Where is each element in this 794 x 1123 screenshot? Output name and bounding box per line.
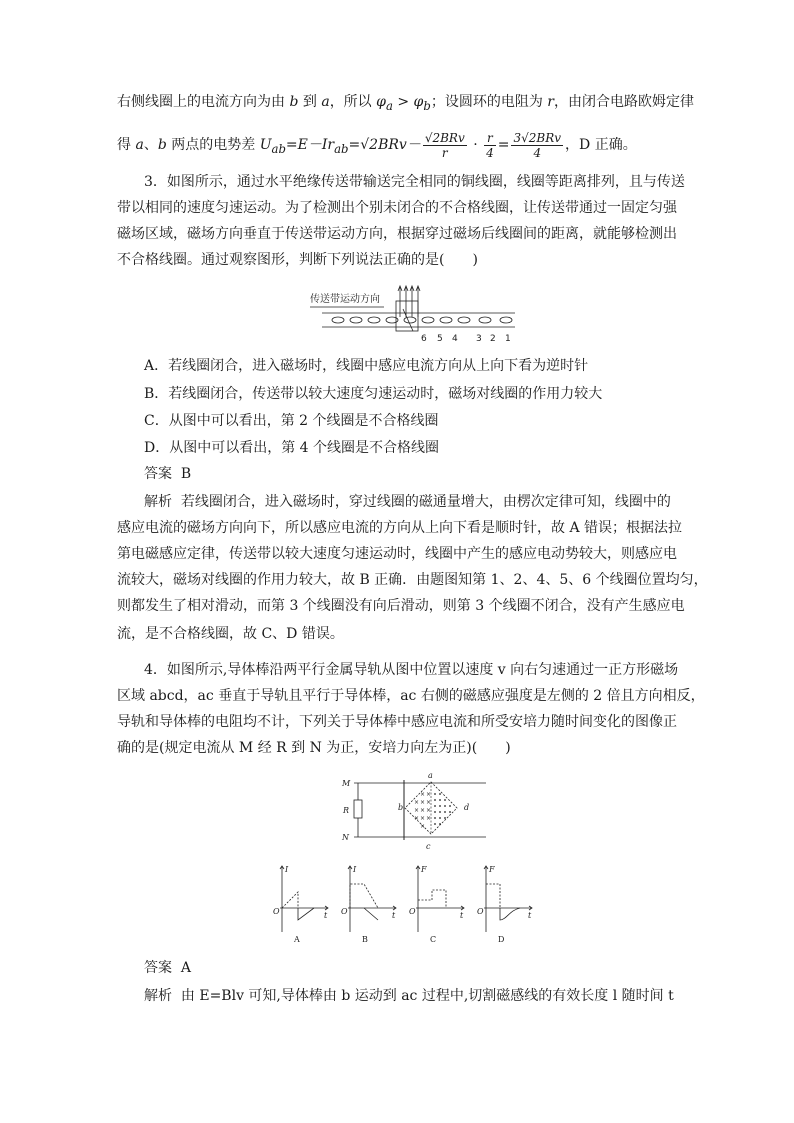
question-4-text: 导轨和导体棒的电阻均不计，下列关于导体棒中感应电流和所受安培力随时间变化的图像正 [117, 714, 677, 730]
graph-c [416, 866, 464, 932]
question-3-text: 磁场区域，磁场方向垂直于传送带运动方向，根据穿过磁场后线圈间的距离，就能够检测出 [117, 226, 677, 242]
text-run: =√2BRv－ [348, 137, 421, 153]
text-run: a [385, 98, 393, 113]
option-c: C．从图中可以看出，第 2 个线圈是不合格线圈 [144, 413, 439, 429]
answer-line [144, 464, 191, 484]
svg-text:×: × [420, 791, 426, 798]
graph-d-origin: O [477, 907, 484, 916]
analysis-text: 由 E=Blv 可知,导体棒由 b 运动到 ac 过程中,切割磁感线的有效长度 l 随时间 t [180, 988, 674, 1004]
analysis-text: 则都发生了相对滑动，而第 3 个线圈没有向后滑动，则第 3 个线圈不闭合，没有产生感应电 [117, 598, 685, 614]
text-run: U [259, 137, 272, 153]
question-3-text: 不合格线圈。通过观察图形，判断下列说法正确的是( ) [117, 252, 478, 268]
graph-d [484, 866, 532, 932]
text-run: 两点的电势差 [166, 137, 260, 153]
coil [350, 317, 362, 323]
text-run: r [547, 94, 554, 110]
fraction-denominator: r [441, 145, 448, 160]
text-run: φ [376, 94, 386, 110]
question-4-text: 4．如图所示,导体棒沿两平行金属导轨从图中位置以速度 v 向右匀速通过一正方形磁场 [144, 662, 679, 678]
svg-text:×: × [420, 823, 426, 830]
option-b: B．若线圈闭合，传送带以较大速度匀速运动时，磁场对线圈的作用力较大 [144, 386, 603, 402]
svg-text:×: × [426, 807, 432, 814]
analysis-label: 解析 [144, 494, 172, 510]
option-d: D．从图中可以看出，第 4 个线圈是不合格线圈 [144, 440, 440, 456]
label-m: M [342, 779, 351, 788]
coil-number-label: 6 [421, 334, 427, 344]
fraction-numerator: √2BRv [424, 130, 465, 145]
magnetic-field-region [396, 301, 418, 331]
svg-text:×: × [426, 799, 432, 806]
text-run: 到 [298, 94, 322, 110]
answer-line [144, 958, 191, 978]
question-4-text: 区域 abcd，ac 垂直于导轨且平行于导体棒，ac 右侧的磁感应强度是左侧的 2 倍且方向相反， [117, 688, 705, 704]
text-run: 、 [143, 137, 158, 153]
graph-a-caption: A [294, 935, 300, 944]
graph-a-y-label: I [285, 865, 289, 874]
fraction-numerator: 3√2BRv [513, 130, 562, 145]
text-run: · [468, 137, 483, 153]
fraction [484, 131, 496, 160]
text-run: a [135, 137, 144, 153]
text-run: b [157, 137, 167, 153]
graph-d-x-label: t [528, 911, 532, 920]
svg-text:×: × [414, 799, 420, 806]
graph-a [280, 866, 328, 932]
rail-circuit-figure [340, 772, 490, 852]
fraction-denominator: 4 [533, 145, 542, 160]
graph-c-x-label: t [460, 911, 464, 920]
question-3-text: 带以相同的速度匀速运动。为了检测出个别未闭合的不合格线圈，让传送带通过一固定匀强 [117, 200, 677, 216]
svg-text:×: × [414, 807, 420, 814]
svg-text:×: × [426, 791, 432, 798]
analysis-text: 若线圈闭合，进入磁场时，穿过线圈的磁通量增大，由楞次定律可知，线圈中的 [180, 494, 671, 510]
option-a: A．若线圈闭合，进入磁场时，线圈中感应电流方向从上向下看为逆时针 [144, 358, 589, 374]
svg-text:×: × [420, 807, 426, 814]
text-run: = [497, 137, 510, 153]
graph-b-origin: O [341, 907, 348, 916]
analysis-line [144, 492, 671, 512]
analysis-text: 流较大，磁场对线圈的作用力较大，故 B 正确．由题图知第 1、2、4、5、6 个线圈位置均匀， [117, 572, 708, 588]
label-d: d [464, 803, 470, 812]
graph-b-y-label: I [353, 865, 357, 874]
question-4-text: 确的是(规定电流从 M 经 R 到 N 为正，安培力向左为正)( ) [117, 740, 511, 756]
coil [368, 317, 380, 323]
text-run: φ [413, 94, 424, 110]
belt-direction-label: 传送带运动方向 [310, 294, 380, 305]
svg-text:×: × [420, 799, 426, 806]
label-c: c [426, 842, 431, 851]
svg-text:×: × [420, 815, 426, 822]
text-line [117, 130, 637, 164]
answer-label: 答案 [144, 960, 172, 976]
coil [479, 317, 491, 323]
coil [404, 317, 416, 323]
question-3-text: 3．如图所示，通过水平绝缘传送带输送完全相同的铜线圈，线圈等距离排列，且与传送 [144, 174, 685, 190]
field-out-of-page-marks [434, 793, 451, 825]
text-run: a [321, 94, 330, 110]
svg-text:×: × [414, 815, 420, 822]
answer-graphs [268, 862, 538, 944]
text-run: b [289, 94, 299, 110]
graph-a-origin: O [273, 907, 280, 916]
text-run: ，所以 [329, 94, 377, 110]
analysis-label: 解析 [144, 988, 172, 1004]
fraction [423, 131, 467, 160]
text-run: 得 [117, 137, 136, 153]
graph-b-caption: B [362, 935, 368, 944]
text-line [117, 92, 694, 116]
answer-label: 答案 [144, 466, 172, 482]
field-arrows [398, 286, 420, 317]
coil-number-label: 4 [452, 334, 458, 344]
text-run: =E－Ir [285, 137, 335, 153]
graph-d-y-label: F [489, 865, 495, 874]
text-run: 右侧线圈上的电流方向为由 [117, 94, 290, 110]
text-run: ，D 正确。 [565, 137, 637, 153]
coil [440, 317, 452, 323]
graph-d-caption: D [498, 935, 505, 944]
graph-a-x-label: t [324, 911, 328, 920]
coil [500, 317, 512, 323]
coil [332, 317, 344, 323]
label-n: N [342, 833, 349, 842]
fraction [511, 131, 563, 160]
coil-number-label: 5 [437, 334, 443, 344]
field-slant-line [403, 309, 413, 331]
label-r: R [343, 806, 350, 815]
text-run: b [423, 98, 431, 113]
text-run: > [392, 94, 414, 110]
coil [422, 317, 434, 323]
coil [458, 317, 470, 323]
graph-c-origin: O [409, 907, 416, 916]
analysis-text: 感应电流的磁场方向向下，所以感应电流的方向从上向下看是顺时针，故 A 错误；根据法拉 [117, 520, 683, 536]
text-run: ，由闭合电路欧姆定律 [553, 94, 694, 110]
label-a: a [428, 772, 433, 780]
analysis-line [144, 986, 674, 1006]
graph-c-caption: C [430, 935, 437, 944]
coils [332, 317, 512, 323]
analysis-text: 流，是不合格线圈，故 C、D 错误。 [117, 626, 344, 642]
conveyor-figure [300, 283, 530, 345]
fraction-denominator: 4 [486, 145, 494, 160]
coil-number-label: 3 [476, 334, 482, 344]
label-b: b [398, 803, 404, 812]
text-run: ；设圆环的电阻为 [430, 94, 548, 110]
resistor [354, 800, 362, 818]
svg-text:×: × [426, 815, 432, 822]
answer-value: A [180, 960, 192, 976]
answer-value: B [180, 466, 192, 482]
graph-b [348, 866, 396, 932]
graph-b-x-label: t [392, 911, 396, 920]
fraction-numerator: r [484, 131, 496, 146]
analysis-text: 第电磁感应定律，传送带以较大速度匀速运动时，线圈中产生的感应电动势较大，则感应电 [117, 546, 677, 562]
text-run: ab [334, 141, 349, 156]
coil-number-label: 2 [490, 334, 496, 344]
graph-c-y-label: F [421, 865, 427, 874]
text-run: ab [271, 141, 286, 156]
coil-number-label: 1 [505, 334, 511, 344]
